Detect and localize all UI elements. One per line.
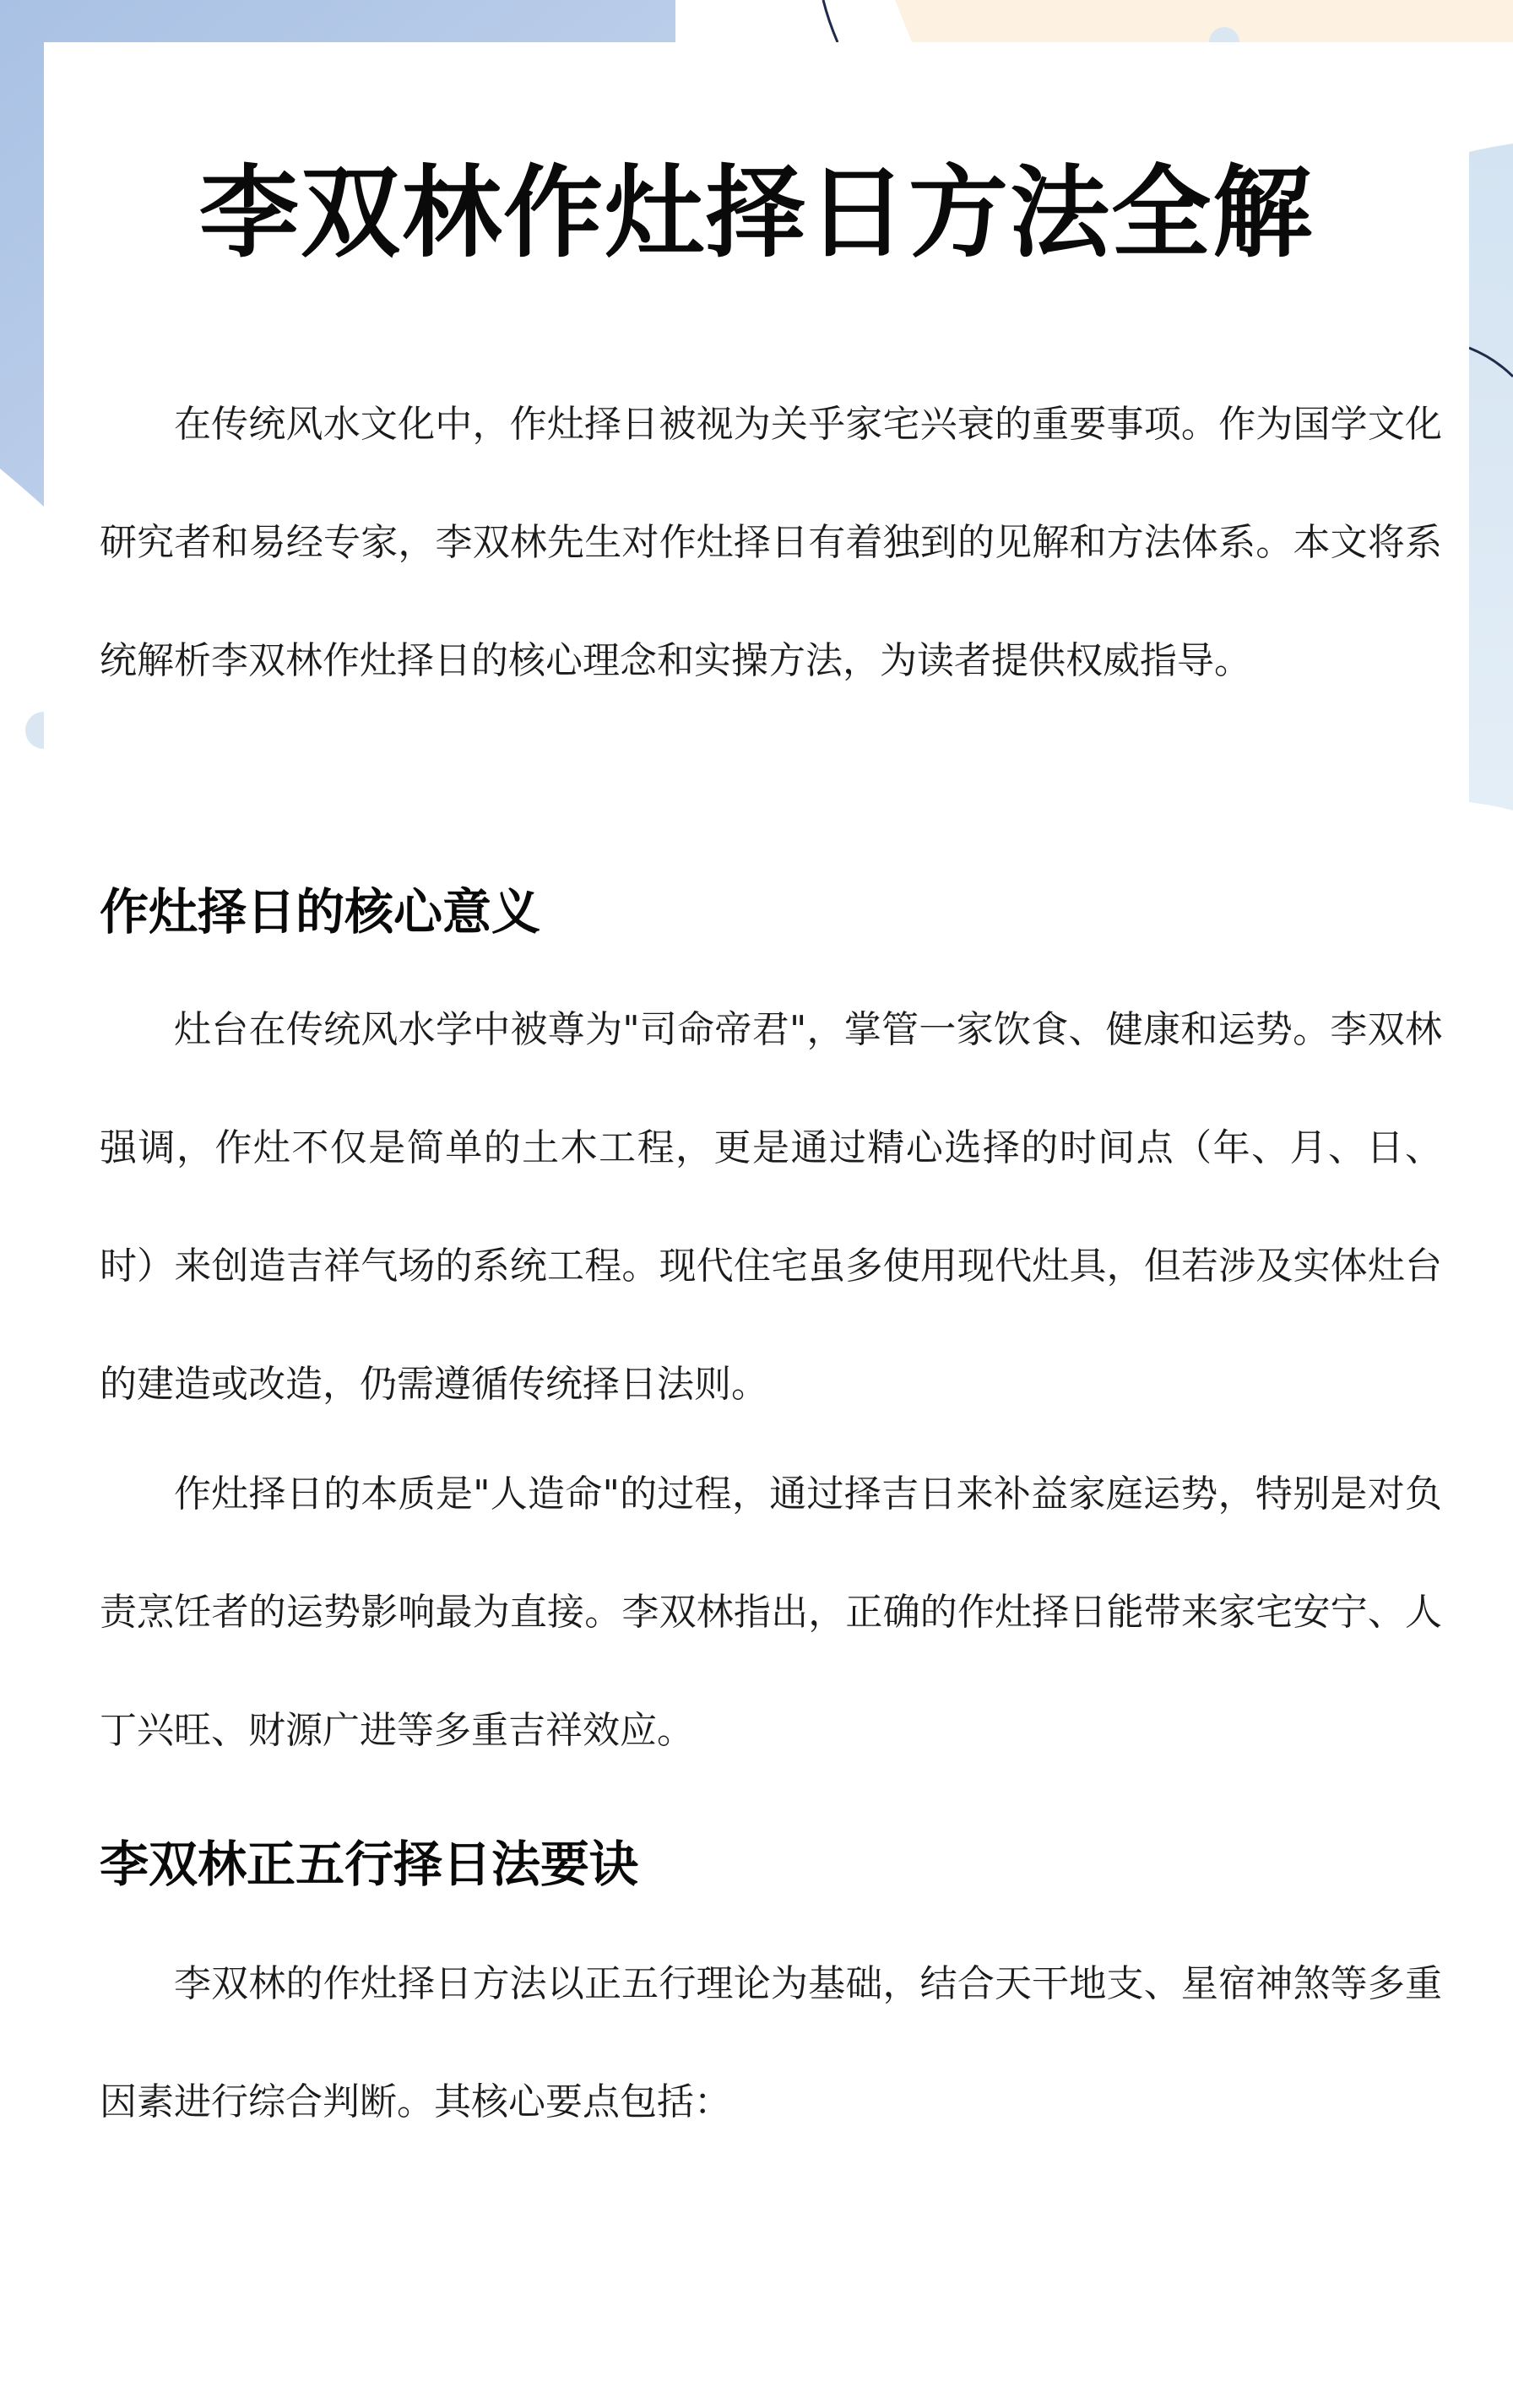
section-heading-five-elements: 李双林正五行择日法要诀: [100, 1836, 639, 1893]
section-heading-core-meaning: 作灶择日的核心意义: [100, 883, 541, 941]
section-paragraph: 李双林的作灶择日方法以正五行理论为基础，结合天干地支、星宿神煞等多重因素进行综合判断。其核心要点包括：: [100, 1962, 1442, 2123]
section-paragraph: 作灶择日的本质是"人造命"的过程，通过择吉日来补益家庭运势，特别是对负责烹饪者的运势影响最为直接。李双林指出，正确的作灶择日能带来家宅安宁、人丁兴旺、财源广进等多重吉祥效应。: [100, 1472, 1442, 1752]
section-paragraph: 灶台在传统风水学中被尊为"司命帝君"，掌管一家饮食、健康和运势。李双林强调，作灶不仅是简单的土木工程，更是通过精心选择的时间点（年、月、日、时）来创造吉祥气场的系统工程。现代住宅虽多使用现代灶具，但若涉及实体灶台的建造或改造，仍需遵循传统择日法则。: [100, 1008, 1442, 1406]
intro-paragraph: 在传统风水文化中，作灶择日被视为关乎家宅兴衰的重要事项。作为国学文化研究者和易经专家，李双林先生对作灶择日有着独到的见解和方法体系。本文将系统解析李双林作灶择日的核心理念和实操方法，为读者提供权威指导。: [100, 403, 1442, 682]
article-title: 李双林作灶择日方法全解: [198, 155, 1314, 271]
article-card: [44, 42, 1469, 2408]
